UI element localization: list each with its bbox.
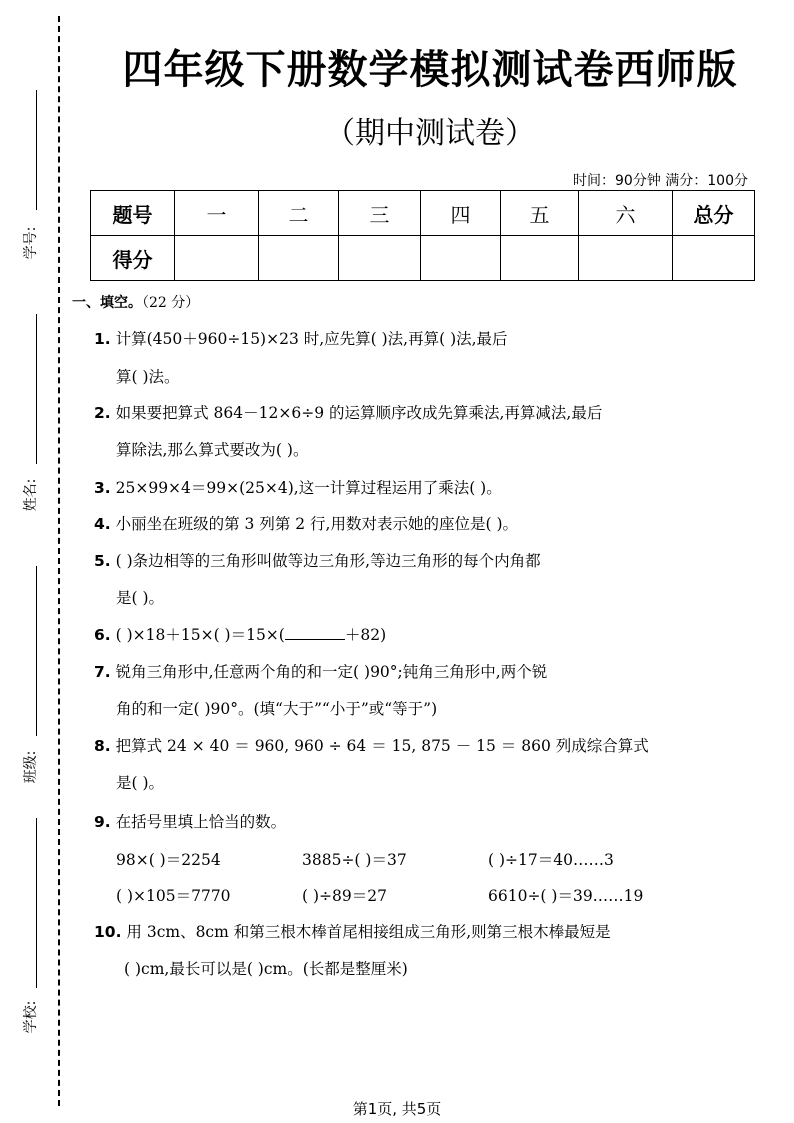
- question-text: 在括号里填上恰当的数。: [115, 813, 287, 831]
- school-label: 学校:: [23, 1000, 39, 1034]
- question-number: 3.: [94, 479, 111, 497]
- question-5: [94, 550, 714, 572]
- question-3: [94, 477, 714, 499]
- q9-item: ( )×105＝7770: [116, 887, 231, 905]
- class-line: [36, 566, 37, 736]
- class-label: 班级:: [23, 750, 39, 784]
- score-cell-blank: [421, 236, 501, 281]
- score-cell-header: 六: [579, 191, 673, 236]
- score-cell-header: 五: [501, 191, 579, 236]
- question-8-cont: 是( )。: [116, 774, 165, 792]
- q9-item: ( )÷17＝40……3: [488, 851, 614, 869]
- q9-item: 3885÷( )＝37: [302, 851, 407, 869]
- question-9: [94, 811, 714, 833]
- score-cell-header: 三: [339, 191, 421, 236]
- question-number: 1.: [94, 330, 111, 348]
- question-text: 把算式 24 × 40 ＝ 960, 960 ÷ 64 ＝ 15, 875 － 15 ＝ 860 列成综合算式: [115, 737, 649, 755]
- score-cell-blank: [339, 236, 421, 281]
- question-number: 7.: [94, 663, 111, 681]
- question-text-end: ＋82): [344, 626, 387, 644]
- score-cell-header: 四: [421, 191, 501, 236]
- score-cell-blank: [579, 236, 673, 281]
- section-heading: [72, 292, 199, 312]
- question-1-cont: 算( )法。: [116, 368, 180, 386]
- page-title: 四年级下册数学模拟测试卷西师版: [122, 47, 738, 93]
- binding-margin: [0, 0, 66, 1123]
- section-points: （22 分）: [142, 295, 200, 311]
- score-cell-header: 总分: [673, 191, 755, 236]
- question-5-cont: 是( )。: [116, 589, 165, 607]
- score-table-header-row: [91, 191, 755, 236]
- question-6: [94, 624, 714, 646]
- question-text: 锐角三角形中,任意两个角的和一定( )90°;钝角三角形中,两个锐: [115, 663, 548, 681]
- question-10: [94, 921, 714, 943]
- question-number: 8.: [94, 737, 111, 755]
- name-label: 姓名:: [23, 478, 39, 512]
- school-line: [36, 818, 37, 988]
- page-footer: 第1页, 共5页: [352, 1100, 442, 1118]
- score-cell-blank: [673, 236, 755, 281]
- score-row-label: 得分: [91, 236, 175, 281]
- question-7: [94, 661, 714, 683]
- question-text: 用 3cm、8cm 和第三根木棒首尾相接组成三角形,则第三根木棒最短是: [126, 923, 611, 941]
- question-number: 6.: [94, 626, 111, 644]
- question-2-cont: 算除法,那么算式要改为( )。: [116, 441, 309, 459]
- question-text: 计算(450＋960÷15)×23 时,应先算( )法,再算( )法,最后: [115, 330, 508, 348]
- score-cell-header: 题号: [91, 191, 175, 236]
- q9-item: 98×( )＝2254: [116, 851, 221, 869]
- name-line: [36, 314, 37, 464]
- question-text: 小丽坐在班级的第 3 列第 2 行,用数对表示她的座位是( )。: [115, 515, 519, 533]
- question-text: ( )条边相等的三角形叫做等边三角形,等边三角形的每个内角都: [115, 552, 541, 570]
- page-subtitle: （期中测试卷）: [325, 116, 535, 151]
- cut-line: [58, 16, 60, 1106]
- question-number: 4.: [94, 515, 111, 533]
- question-4: [94, 513, 714, 535]
- answer-blank-line[interactable]: [285, 625, 345, 640]
- question-number: 2.: [94, 404, 111, 422]
- question-text: ( )×18＋15×( )＝15×(: [115, 626, 285, 644]
- score-cell-blank: [175, 236, 259, 281]
- score-table: [90, 190, 755, 281]
- q9-item: 6610÷( )＝39……19: [488, 887, 644, 905]
- question-8: [94, 735, 714, 757]
- score-cell-blank: [501, 236, 579, 281]
- question-10-cont: ( )cm,最长可以是( )cm。(长都是整厘米): [124, 960, 408, 978]
- question-text: 25×99×4＝99×(25×4),这一计算过程运用了乘法( )。: [115, 479, 502, 497]
- question-number: 5.: [94, 552, 111, 570]
- score-table-score-row: [91, 236, 755, 281]
- q9-item: ( )÷89＝27: [302, 887, 387, 905]
- score-cell-blank: [259, 236, 339, 281]
- question-2: [94, 402, 714, 424]
- score-cell-header: 一: [175, 191, 259, 236]
- question-text: 如果要把算式 864－12×6÷9 的运算顺序改成先算乘法,再算减法,最后: [115, 404, 603, 422]
- question-1: [94, 328, 714, 350]
- score-cell-header: 二: [259, 191, 339, 236]
- section-title: 一、填空。: [72, 295, 142, 311]
- question-number: 9.: [94, 813, 111, 831]
- student-id-line: [36, 90, 37, 210]
- question-number: 10.: [94, 923, 122, 941]
- question-7-cont: 角的和一定( )90°。(填“大于”“小于”或“等于”): [116, 700, 438, 718]
- student-id-label: 学号:: [23, 226, 39, 260]
- time-score-info: 时间：90分钟 满分：100分: [573, 173, 748, 189]
